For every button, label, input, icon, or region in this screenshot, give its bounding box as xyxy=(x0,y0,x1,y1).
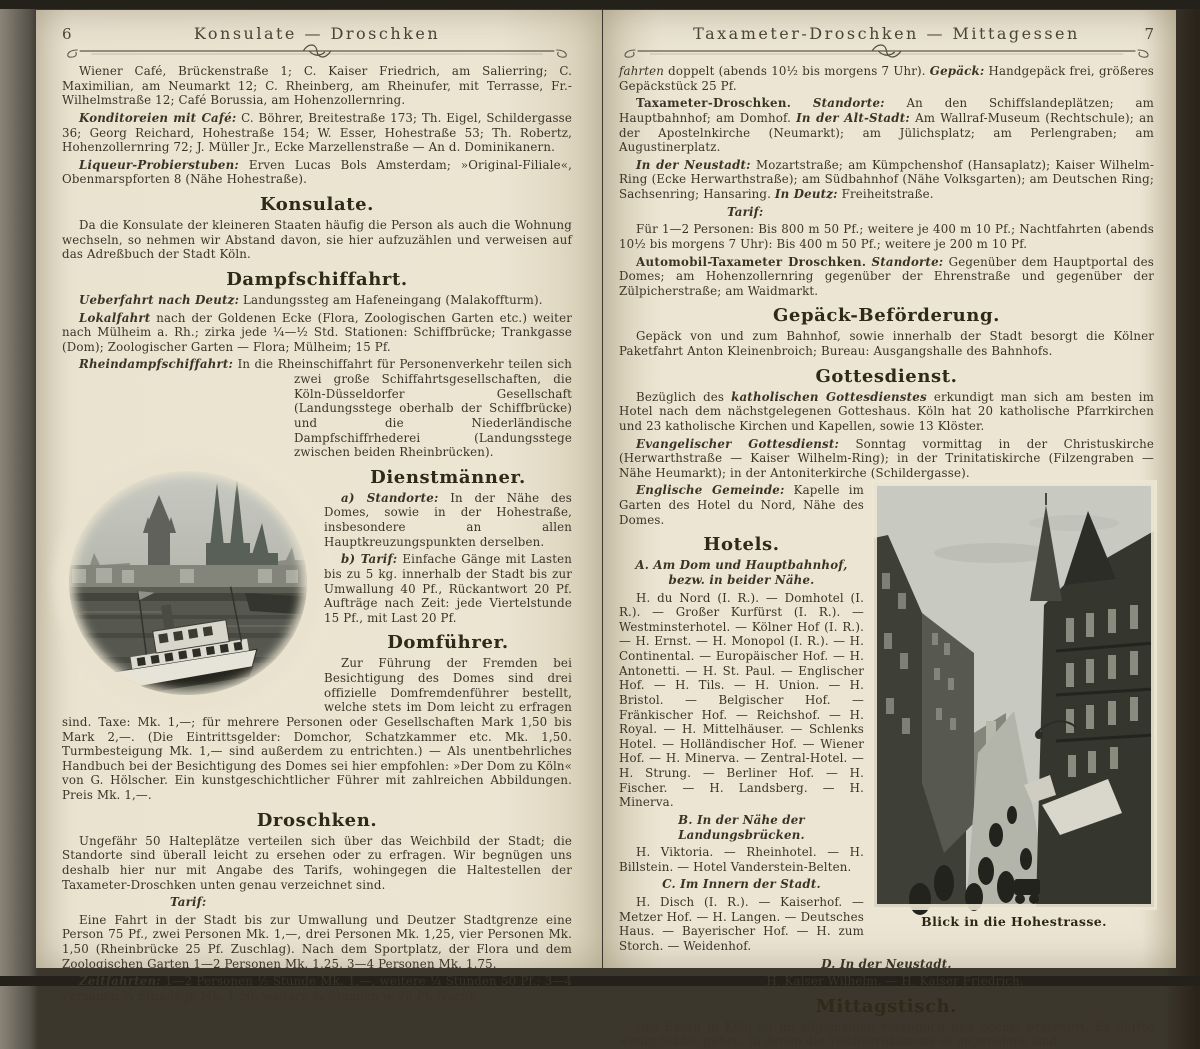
konsulate-heading: Konsulate. xyxy=(259,194,375,215)
right-page-header xyxy=(619,24,1154,43)
katholisch-post: erkundigt man sich am besten im Hotel nach dem nächstgelegenen Gotteshaus. Köln hat 20 katholische Pfarrkirchen und 23 katholische Kirchen und Kapellen, sowie 13 Klöster. xyxy=(619,389,1154,433)
taxameter-tarif-label: Tarif: xyxy=(727,204,764,219)
hotels-section-d-title-text: D. In der Neustadt. xyxy=(821,956,952,971)
continuation-lead: fahrten xyxy=(619,64,665,78)
dienstmaenner-standorte-text: In der Nähe des Domes, sowie in der Hohestraße, insbesondere an allen Hauptkreuzungspunkten derselben. xyxy=(324,490,573,549)
katholisch-emphasis: katholischen Gottesdienstes xyxy=(731,389,927,404)
zeitfahrten-text: 1—2 Personen ½ Stunde Mk. 1,—, weitere ¼ Stunden 50 Pf.; 3—4 Personen ½ Stunde je Mk. 1,50, weitere ¼ Stunden je 75 Pf. xyxy=(62,974,572,1003)
rheindampf-paragraph xyxy=(62,357,572,459)
taxameter-label: Taxameter-Droschken. xyxy=(636,96,792,111)
hotels-section-b-title-text: B. In der Nähe der Landungsbrücken. xyxy=(678,812,805,842)
hohestrasse-photo-block xyxy=(874,483,1154,929)
droschken-heading: Droschken. xyxy=(256,809,378,831)
right-page xyxy=(603,10,1176,1049)
liqueur-paragraph xyxy=(62,158,572,187)
evangelisch-paragraph xyxy=(619,437,1154,481)
rheindampf-text: In die Rheinschiffahrt für Personenverkehr teilen sich zwei große Schiffahrtsgesellschaften, die Köln-Düsseldorfer Gesellschaft (Landungsstege oberhalb der Schiffbrücke) und die Niederländische Dampfschiffrhederei (Landungsstege zwischen beiden Rheinbrücken). xyxy=(237,357,573,460)
left-page-number: 6 xyxy=(62,25,72,43)
droschken-tarif-label: Tarif: xyxy=(170,895,207,910)
ueberfahrt-text: Landungssteg am Hafeneingang (Malakoffturm). xyxy=(243,292,543,307)
rheindampf-label: Rheindampfschiffahrt: xyxy=(79,357,234,372)
hotels-section-c-list: H. Disch (I. R.). — Kaiserhof. — Metzer Hof. — H. Langen. — Deutsches Haus. — Bayerischer Hof. — H. zum Storch. — Weidenhof. xyxy=(619,895,864,953)
dienstmaenner-standorte-label: a) Standorte: xyxy=(341,490,439,505)
evangelisch-text: Sonntag vormittag in der Christuskirche (Herwarthstraße — Kaiser Wilhelm-Ring); in der Trinitatiskirche (Filzengraben — Nähe Heumarkt); in der Antoniterkirche (Schildergasse). xyxy=(619,436,1154,480)
hohestrasse-photo-caption: Blick in die Hohestrasse. xyxy=(921,914,1107,930)
domfuehrer-heading: Domführer. xyxy=(387,632,509,654)
hotels-section-a-list: H. du Nord (I. R.). — Domhotel (I. R.). — Großer Kurfürst (I. R.). — Westminsterhotel. — Kölner Hof (I. R.). — H. Ernst. — H. Monopol (I. R.). — H. Continental. — Europäischer Hof. — H. Antonetti. — H. St. Paul. — Englischer Hof. — H. Tils. — H. Union. — H. Bristol. — Belgischer Hof. — Fränkischer Hof. — Reichshof. — H. Royal. — H. Mittelhäuser. — Schlenks Hotel. — Holländischer Hof. — Wiener Hof. — H. Minerva. — Zentral-Hotel. — H. Strung. — Berliner Hof. — H. Fischer. — H. Landsberg. — H. Minerva. xyxy=(619,590,864,810)
cafes-paragraph: Wiener Café, Brückenstraße 1; C. Kaiser Friedrich, am Salierring; C. Maximilian, am Neumarkt 12; C. Rheinberg, am Rheinufer, mit Terrasse, Fr.-Wilhelmstraße 12; Café Borussia, am Hohenzollernring. xyxy=(62,64,572,108)
continuation-paragraph xyxy=(619,64,1154,93)
neustadt-paragraph xyxy=(619,158,1154,202)
hohestrasse-photo xyxy=(874,483,1154,907)
hotels-section-c-title-text: C. Im Innern der Stadt. xyxy=(662,877,821,892)
gottesdienst-heading: Gottesdienst. xyxy=(815,365,958,387)
hotels-section-d-list: H. Kaiser Wilhelm. — H. Kaiser Friedrich. xyxy=(766,974,1024,989)
deutz-label: In Deutz: xyxy=(774,187,838,201)
right-header-title: Taxameter-Droschken — Mittagessen xyxy=(693,24,1080,43)
neustadt-label: In der Neustadt: xyxy=(636,157,751,172)
mittagstisch-heading: Mittagstisch. xyxy=(815,995,958,1017)
rhine-steamer-photo xyxy=(62,465,314,703)
gepaeck-inline-text: Handgepäck frei, größeres Gepäckstück 25 Pf. xyxy=(619,64,1154,93)
englische-gemeinde-label: Englische Gemeinde: xyxy=(636,483,785,498)
zeitfahrten-tail: Nacht- xyxy=(436,988,479,1003)
dienstmaenner-tarif-label: b) Tarif: xyxy=(341,552,398,567)
gepaeck-befoerderung-heading: Gepäck-Beförderung. xyxy=(772,305,1001,327)
hotels-heading: Hotels. xyxy=(703,534,780,556)
konsulate-paragraph: Da die Konsulate der kleineren Staaten häufig die Person als auch die Wohnung wechseln, so nehmen wir Abstand davon, sie hier aufzuzählen und verweisen auf das Adreßbuch der Stadt Köln. xyxy=(62,218,572,262)
taxameter-standorte-label: Standorte: xyxy=(812,96,885,111)
domfuehrer-paragraph: Zur Führung der Fremden bei Besichtigung des Domes sind drei offizielle Domfremdenführer bestellt, welche stets im Dom leicht zu erfragen sind. Taxe: Mk. 1,—; für mehrere Personen oder Gesellschaften Mark 1,50 bis Mark 2,—. (Die Eintrittsgelder: Domchor, Schatzkammer etc. Mk. 1,50. Turmbesteigung Mk. 1,— sind außerdem zu entrichten.) — Als unentbehrliches Handbuch bei der Besichtigung des Domes sei hier empfohlen: »Der Dom zu Köln« von G. Hölscher. Ein kunstgeschichtlicher Führer mit zahlreichen Abbildungen. Preis Mk. 1,—. xyxy=(62,656,572,802)
dienstmaenner-heading: Dienstmänner. xyxy=(370,466,526,488)
automobil-standorte-label: Standorte: xyxy=(871,254,944,269)
ueberfahrt-paragraph xyxy=(62,293,572,308)
automobil-paragraph xyxy=(619,255,1154,299)
left-header-rule-ornament-icon xyxy=(62,44,572,60)
konditoreien-text: C. Böhrer, Breitestraße 173; Th. Eigel, Schildergasse 36; Georg Reichard, Hohestraße 154; W. Esser, Hohestraße 53; Th. Robertz, Hohenzollernring 72; J. Müller Jr., Ecke Marzellenstraße — An d. Dominikanern. xyxy=(62,110,572,155)
katholisch-paragraph xyxy=(619,390,1154,434)
liqueur-label: Liqueur-Probierstuben: xyxy=(79,157,239,172)
konditoreien-paragraph xyxy=(62,111,572,155)
taxameter-paragraph xyxy=(619,96,1154,155)
mittagstisch-paragraph: Das Essen in Köln ist im allgemeinen vorzüglich und höchst preiswert. Es dürfte wenig Städte geben, in denen die Tischverhältnisse so angenehme sind. xyxy=(619,1019,1154,1049)
konditoreien-label: Konditoreien mit Café: xyxy=(79,110,237,125)
left-page-header xyxy=(62,24,572,43)
hotels-section-b-list: H. Viktoria. — Rheinhotel. — H. Billstein. — Hotel Vanderstein-Belten. xyxy=(619,845,864,874)
dampfschiffahrt-heading: Dampfschiffahrt. xyxy=(226,268,408,290)
taxameter-tarif-paragraph: Für 1—2 Personen: Bis 800 m 50 Pf.; weitere je 400 m 10 Pf.; Nachtfahrten (abends 10½ bis morgens 7 Uhr): Bis 400 m 50 Pf.; weitere je 200 m 10 Pf. xyxy=(619,222,1154,251)
gepaeck-befoerderung-paragraph: Gepäck von und zum Bahnhof, sowie innerhalb der Stadt besorgt die Kölner Paketfahrt Anton Kleinenbroich; Bureau: Ausgangshalle des Bahnhofs. xyxy=(619,329,1154,358)
continuation-text: doppelt (abends 10½ bis morgens 7 Uhr). xyxy=(668,64,926,78)
lokalfahrt-paragraph xyxy=(62,311,572,355)
hotels-section-a-title-text: A. Am Dom und Hauptbahnhof, bezw. in beider Nähe. xyxy=(635,558,848,587)
dienstmaenner-tarif-text: Einfache Gänge mit Lasten bis zu 5 kg. innerhalb der Stadt bis zur Umwallung 40 Pf., Rückantwort 20 Pf. Aufträge nach Zeit: jede Viertelstunde 15 Pf., mit Last 20 Pf. xyxy=(324,552,572,625)
hotels-section-d-title xyxy=(619,957,1154,972)
book-edge-top xyxy=(0,0,1200,9)
droschken-paragraph: Ungefähr 50 Halteplätze verteilen sich über das Weichbild der Stadt; die Standorte sind überall leicht zu ersehen oder zu erfragen. Wir begnügen uns deshalb hier nur mit Angabe des Tarifs, wohingegen die Haltestellen der Taxameter-Droschken unten genau verzeichnet sind. xyxy=(62,833,572,892)
gepaeck-inline-label: Gepäck: xyxy=(929,64,985,78)
altstadt-label: In der Alt-Stadt: xyxy=(796,110,910,125)
ueberfahrt-label: Ueberfahrt nach Deutz: xyxy=(79,292,240,307)
evangelisch-label: Evangelischer Gottesdienst: xyxy=(636,436,840,451)
lokalfahrt-label: Lokalfahrt xyxy=(79,310,151,325)
zeitfahrten-paragraph xyxy=(62,974,572,1003)
liqueur-text: Erven Lucas Bols Amsterdam; »Original-Filiale«, Obenmarspforten 8 (Nähe Hohestraße). xyxy=(62,157,572,187)
katholisch-pre: Bezüglich des xyxy=(636,389,725,404)
left-header-title: Konsulate — Droschken xyxy=(193,24,441,43)
deutz-text: Freiheitstraße. xyxy=(841,187,934,201)
altstadt-text: Am Wallraf-Museum (Rechtschule); an der Apostelnkirche (Neumarkt); am Jülichsplatz; am Perlengraben; am Augustinerplatz. xyxy=(619,110,1155,155)
englische-gemeinde-text: Kapelle im Garten des Hotel du Nord, Nähe des Domes. xyxy=(619,483,864,527)
lokalfahrt-text: nach der Goldenen Ecke (Flora, Zoologischen Garten etc.) weiter nach Mülheim a. Rh.; zirka jede ¼—½ Std. Stationen: Schiffbrücke; Trankgasse (Dom); Zoologischer Garten — Flora; Mülheim; 15 Pf. xyxy=(62,310,572,354)
right-page-number: 7 xyxy=(1144,25,1154,43)
right-header-rule-ornament-icon xyxy=(619,44,1154,60)
droschken-tarif-paragraph: Eine Fahrt in der Stadt bis zur Umwallung und Deutzer Stadtgrenze eine Person 75 Pf., zwei Personen Mk. 1,—, drei Personen Mk. 1,25, vier Personen Mk. 1,50 (Rheinbrücke 25 Pf. Zuschlag). Nach dem Sportplatz, der Flora und dem Zoologischen Garten 1—2 Personen Mk. 1,25, 3—4 Personen Mk. 1,75. xyxy=(62,912,572,971)
neustadt-text: Mozartstraße; am Kümpchenshof (Hansaplatz); Kaiser Wilhelm-Ring (Ecke Herwarthstraße); am Südbahnhof (Nähe Volksgarten); am Deutschen Ring; Sachsenring; Hansaring. xyxy=(619,157,1154,201)
automobil-text: Gegenüber dem Hauptportal des Domes; am Hohenzollernring gegenüber der Ehrenstraße und gegenüber der Zülpicherstraße; am Waidmarkt. xyxy=(619,254,1155,298)
taxameter-standorte-text: An den Schiffslandeplätzen; am Hauptbahnhof; am Domhof. xyxy=(619,96,1154,125)
left-page xyxy=(36,10,602,1003)
zeitfahrten-label: Zeitfahrten: xyxy=(79,974,161,989)
automobil-label: Automobil-Taxameter Droschken. xyxy=(636,254,867,269)
